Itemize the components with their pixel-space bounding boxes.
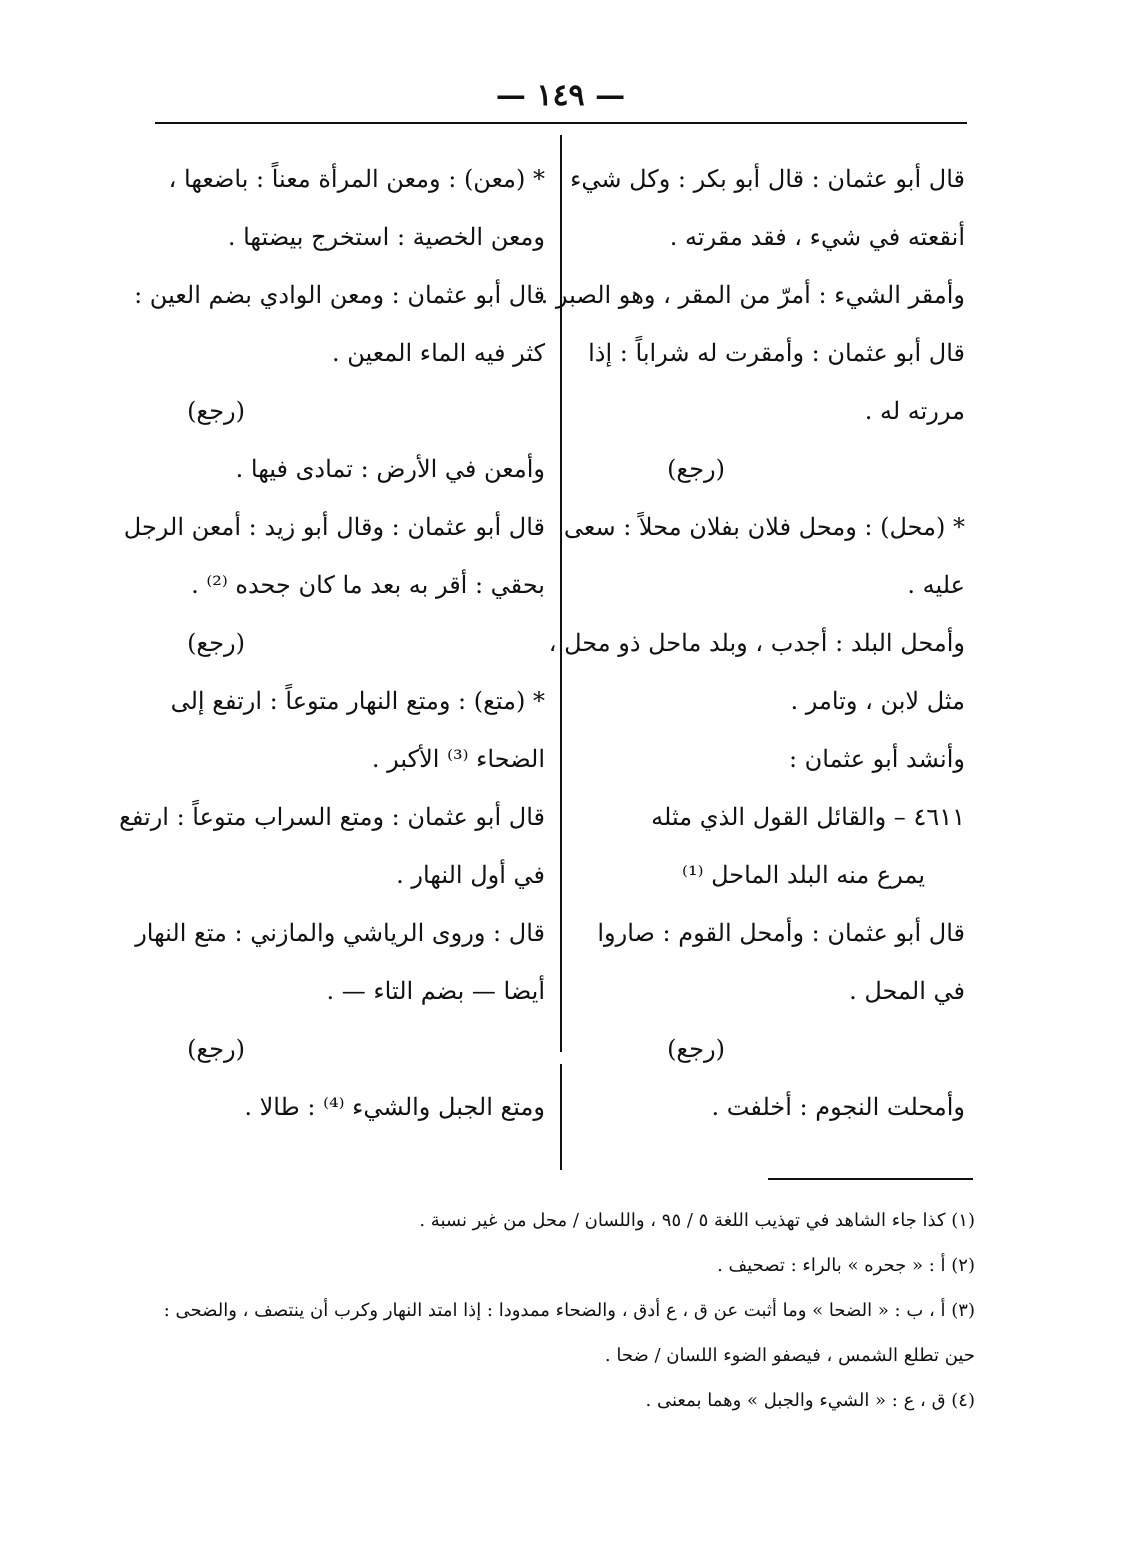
text-line: وأمحل البلد : أجدب ، وبلد ماحل ذو محل ، (548, 629, 965, 657)
text-line: ومعن الخصية : استخرج بيضتها . (227, 223, 545, 251)
text-line: قال أبو عثمان : وأمحل القوم : صاروا (597, 919, 965, 947)
footnote-3: (٣) أ ، ب : « الضحا » وما أثبت عن ق ، ع أدق ، والضحاء ممدودا : إذا امتد النهار وكرب أن ينتصف ، والضحى : (163, 1300, 975, 1321)
text-line: كثر فيه الماء المعين . (331, 339, 545, 367)
rajaa-marker: (رجع) (187, 397, 245, 425)
text-line: وأمحلت النجوم : أخلفت . (711, 1093, 965, 1121)
page-number: — ١٤٩ — (495, 78, 626, 113)
verse-line: ٤٦١١ – والقائل القول الذي مثله (651, 803, 965, 831)
footnotes (160, 1198, 975, 1423)
text-line: مثل لابن ، وتامر . (790, 687, 965, 715)
text-line: ومتع الجبل والشيء ⁽⁴⁾ : طالا . (244, 1093, 545, 1121)
text-line: قال أبو عثمان : وأمقرت له شراباً : إذا (588, 339, 965, 367)
text-line: قال أبو عثمان : قال أبو بكر : وكل شيء (570, 165, 965, 193)
text-line: بحقي : أقر به بعد ما كان جحده ⁽²⁾ . (191, 571, 545, 599)
footnote-4: (٤) ق ، ع : « الشيء والجبل » وهما بمعنى . (645, 1390, 975, 1411)
footnote-3-continued: حين تطلع الشمس ، فيصفو الضوء اللسان / ضحا . (604, 1345, 975, 1366)
text-line: في المحل . (849, 977, 965, 1005)
text-line: في أول النهار . (396, 861, 545, 889)
text-line: الضحاء ⁽³⁾ الأكبر . (371, 745, 545, 773)
rajaa-marker: (رجع) (667, 455, 725, 483)
text-line: عليه . (907, 571, 965, 599)
text-line: أيضا — بضم التاء — . (326, 977, 545, 1005)
entry-heading-line: * (محل) : ومحل فلان بفلان محلاً : سعى (563, 513, 965, 541)
header-rule (155, 122, 967, 124)
left-column (119, 150, 545, 1136)
entry-heading-line: * (معن) : ومعن المرأة معناً : باضعها ، (168, 165, 545, 193)
footnote-rule (768, 1178, 973, 1180)
column-divider-gap (555, 1052, 569, 1064)
footnote-1: (١) كذا جاء الشاهد في تهذيب اللغة ٥ / ٩٥ ، واللسان / محل من غير نسبة . (419, 1210, 975, 1231)
rajaa-marker: (رجع) (187, 629, 245, 657)
text-line: قال : وروى الرياشي والمازني : متع النهار (135, 919, 545, 947)
entry-heading-line: * (متع) : ومتع النهار متوعاً : ارتفع إلى (170, 687, 545, 715)
footnote-2: (٢) أ : « جحره » بالراء : تصحيف . (717, 1255, 975, 1276)
text-line: وأمعن في الأرض : تمادى فيها . (235, 455, 545, 483)
text-line: مررته له . (864, 397, 965, 425)
text-line: أنقعته في شيء ، فقد مقرته . (669, 223, 965, 251)
rajaa-marker: (رجع) (187, 1035, 245, 1063)
text-line: قال أبو عثمان : ومعن الوادي بضم العين : (134, 281, 545, 309)
text-line: قال أبو عثمان : ومتع السراب متوعاً : ارتفع (119, 803, 545, 831)
right-column (540, 150, 965, 1136)
rajaa-marker: (رجع) (667, 1035, 725, 1063)
text-line: وأنشد أبو عثمان : (788, 745, 965, 773)
text-line: قال أبو عثمان : وقال أبو زيد : أمعن الرجل (123, 513, 545, 541)
verse-line: يمرع منه البلد الماحل ⁽¹⁾ (682, 861, 925, 889)
text-line: وأمقر الشيء : أمرّ من المقر ، وهو الصبر . (540, 281, 965, 309)
